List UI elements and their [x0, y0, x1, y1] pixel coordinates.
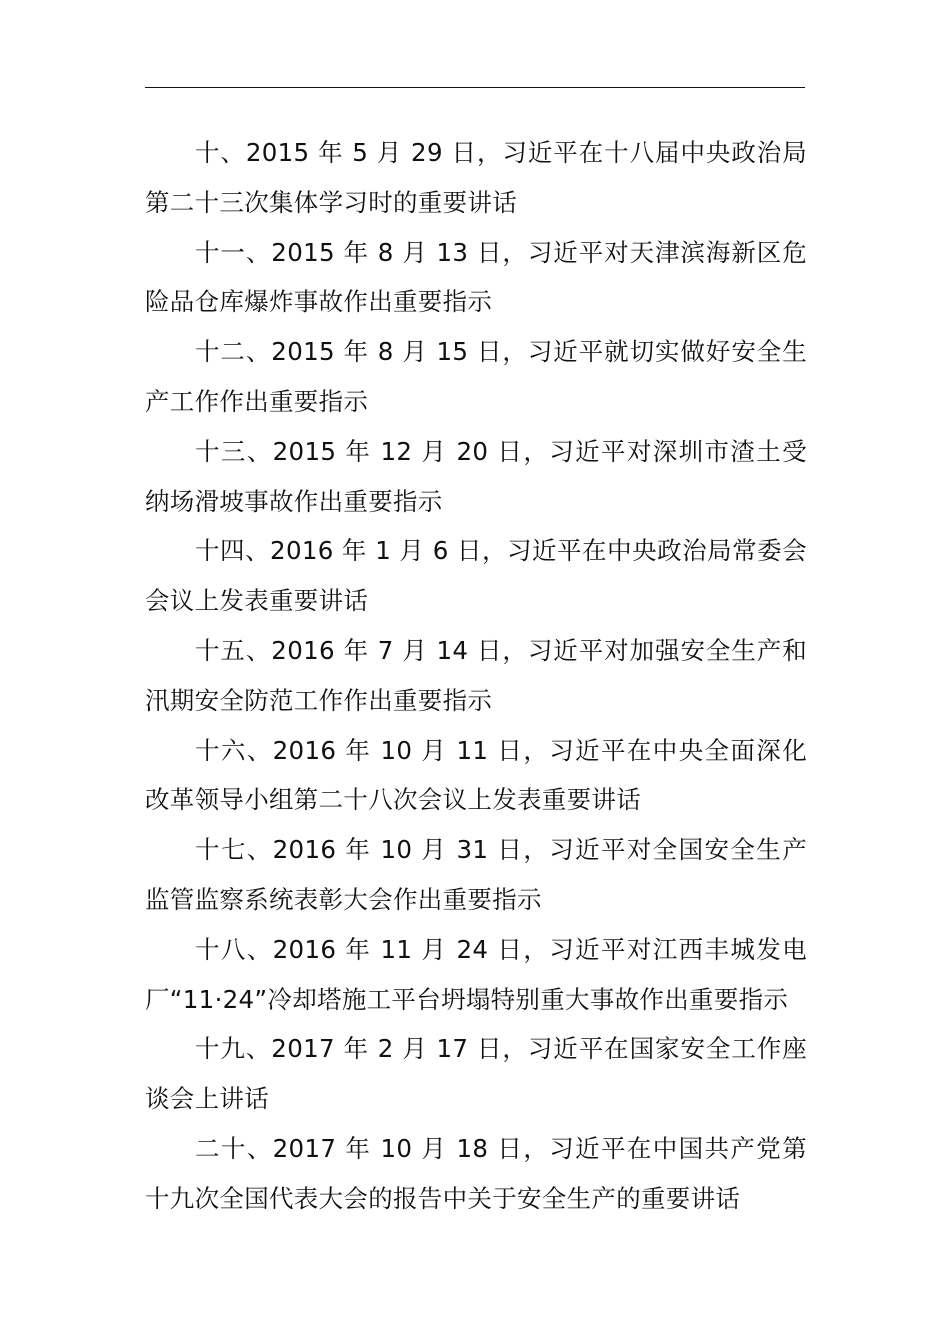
list-item: 十二、2015 年 8 月 15 日，习近平就切实做好安全生产工作作出重要指示: [145, 337, 807, 416]
list-item: 十八、2016 年 11 月 24 日，习近平对江西丰城发电厂“11·24”冷却塔施工平台坍塌特别重大事故作出重要指示: [145, 934, 807, 1014]
document-body: [145, 128, 807, 1224]
list-item: 十三、2015 年 12 月 20 日，习近平对深圳市渣土受纳场滑坡事故作出重要指示: [145, 436, 807, 516]
list-item: 十四、2016 年 1 月 6 日，习近平在中央政治局常委会会议上发表重要讲话: [145, 536, 807, 616]
list-item: 十五、2016 年 7 月 14 日，习近平对加强安全生产和汛期安全防范工作作出重要指示: [145, 635, 807, 715]
list-item: 十七、2016 年 10 月 31 日，习近平对全国安全生产监管监察系统表彰大会作出重要指示: [145, 835, 807, 914]
list-item: 二十、2017 年 10 月 18 日，习近平在中国共产党第十九次全国代表大会的报告中关于安全生产的重要讲话: [145, 1133, 807, 1213]
list-item: 十九、2017 年 2 月 17 日，习近平在国家安全工作座谈会上讲话: [145, 1034, 807, 1114]
list-item: 十六、2016 年 10 月 11 日，习近平在中央全面深化改革领导小组第二十八次会议上发表重要讲话: [145, 735, 807, 815]
header-rule: [145, 87, 805, 88]
list-item: 十、2015 年 5 月 29 日，习近平在十八届中央政治局第二十三次集体学习时的重要讲话: [145, 138, 807, 217]
list-item: 十一、2015 年 8 月 13 日，习近平对天津滨海新区危险品仓库爆炸事故作出重要指示: [145, 237, 807, 317]
